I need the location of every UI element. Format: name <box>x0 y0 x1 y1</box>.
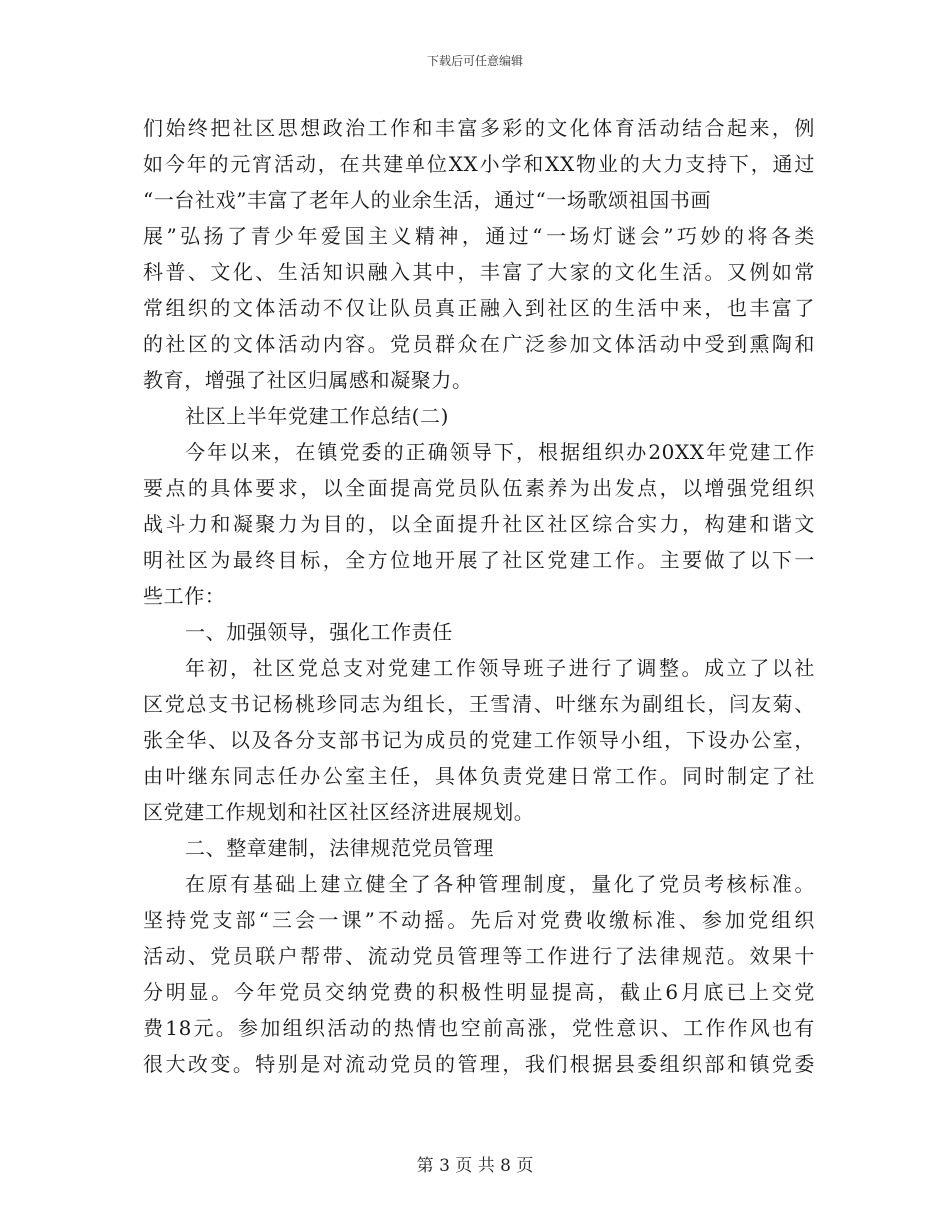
document-body <box>143 110 815 1082</box>
text-line: 战斗力和凝聚力为目的，以全面提升社区社区综合实力，构建和谐文 <box>143 512 815 536</box>
text-line: 分明显。今年党员交纳党费的积极性明显提高，截止6月底已上交党 <box>143 980 815 1004</box>
text-line: 费18元。参加组织活动的热情也空前高涨，党性意识、工作作风也有 <box>143 1016 815 1040</box>
text-line: “一台社戏”丰富了老年人的业余生活，通过“一场歌颂祖国书画 <box>143 188 712 212</box>
text-line: 在原有基础上建立健全了各种管理制度，量化了党员考核标准。 <box>185 872 815 896</box>
text-line: 明社区为最终目标，全方位地开展了社区党建工作。主要做了以下一 <box>143 548 815 572</box>
text-line: 科普、文化、生活知识融入其中，丰富了大家的文化生活。又例如常 <box>143 260 815 284</box>
page-header: 下载后可任意编辑 <box>426 54 523 68</box>
text-line: 区党建工作规划和社区社区经济进展规划。 <box>143 800 535 824</box>
text-line: 些工作： <box>143 584 226 608</box>
page-footer: 第 3 页 共 8 页 <box>416 1156 534 1176</box>
text-line: 教育，增强了社区归属感和凝聚力。 <box>143 368 473 392</box>
text-line: 常组织的文体活动不仅让队员真正融入到社区的生活中来，也丰富了 <box>143 296 815 320</box>
text-line: 由叶继东同志任办公室主任，具体负责党建日常工作。同时制定了社 <box>143 764 815 788</box>
text-line: 活动、党员联户帮带、流动党员管理等工作进行了法律规范。效果十 <box>143 944 815 968</box>
section-title: 社区上半年党建工作总结(二) <box>185 404 450 428</box>
text-line: 坚持党支部“三会一课”不动摇。先后对党费收缴标准、参加党组织 <box>143 908 815 932</box>
text-line: 展”弘扬了青少年爱国主义精神，通过“一场灯谜会”巧妙的将各类 <box>143 224 815 248</box>
text-line: 区党总支书记杨桃珍同志为组长，王雪清、叶继东为副组长，闫友菊、 <box>143 692 815 716</box>
section-heading: 二、整章建制，法律规范党员管理 <box>185 836 494 860</box>
text-line: 们始终把社区思想政治工作和丰富多彩的文化体育活动结合起来，例 <box>143 116 815 140</box>
text-line: 今年以来，在镇党委的正确领导下，根据组织办20XX年党建工作 <box>185 440 815 464</box>
text-line: 要点的具体要求，以全面提高党员队伍素养为出发点，以增强党组织 <box>143 476 815 500</box>
text-line: 张全华、以及各分支部书记为成员的党建工作领导小组，下设办公室， <box>143 728 815 752</box>
text-line: 如今年的元宵活动，在共建单位XX小学和XX物业的大力支持下，通过 <box>143 152 815 176</box>
text-line: 的社区的文体活动内容。党员群众在广泛参加文体活动中受到熏陶和 <box>143 332 815 356</box>
text-line: 年初，社区党总支对党建工作领导班子进行了调整。成立了以社 <box>185 656 815 680</box>
text-line: 很大改变。特别是对流动党员的管理，我们根据县委组织部和镇党委 <box>143 1052 815 1076</box>
section-heading: 一、加强领导，强化工作责任 <box>185 620 453 644</box>
